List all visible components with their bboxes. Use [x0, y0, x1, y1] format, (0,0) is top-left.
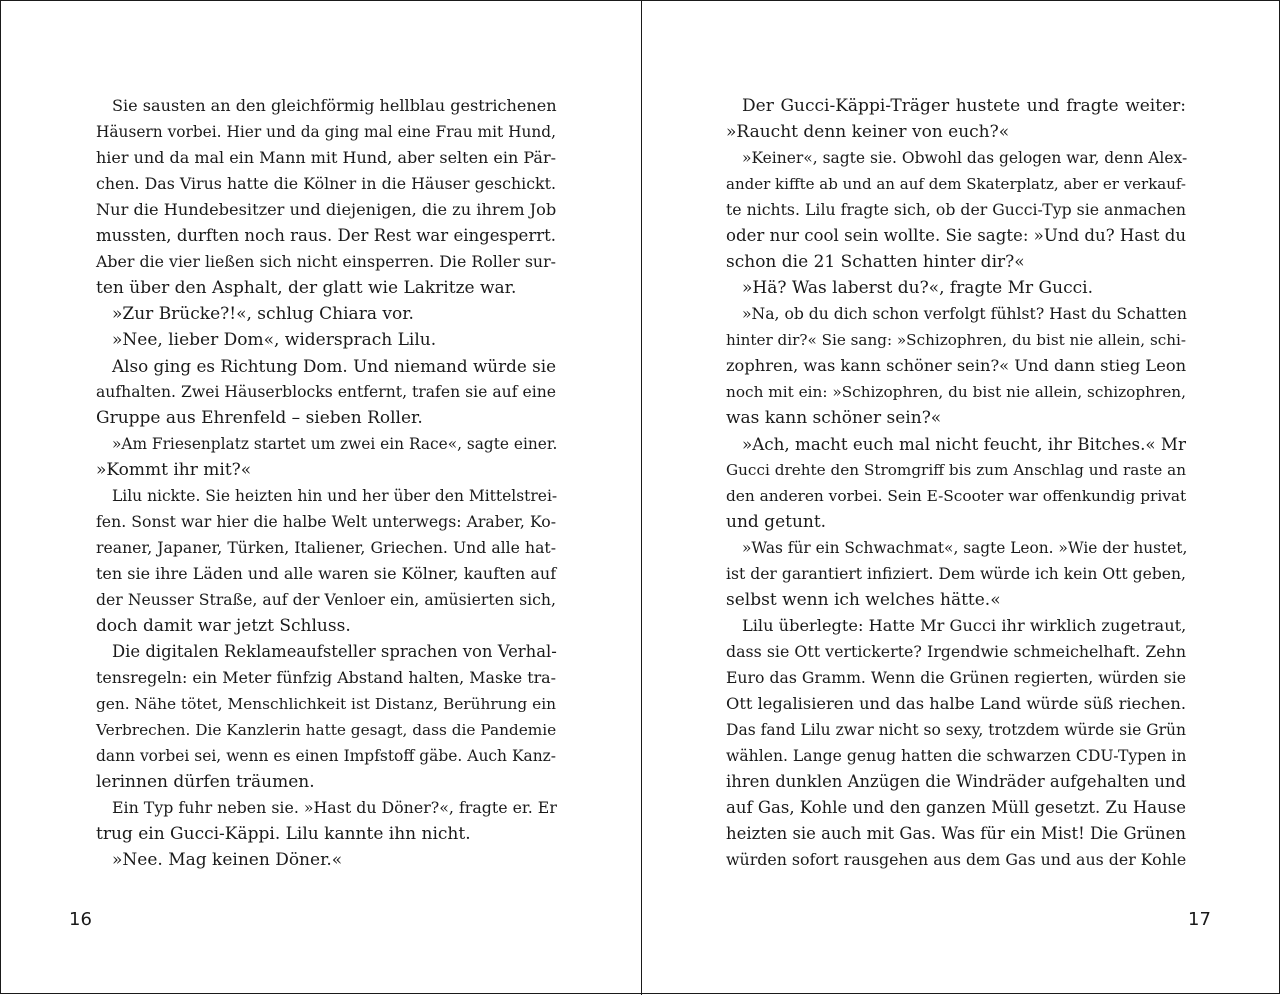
- text-line: »Zur Brücke?!«, schlug Chiara vor.: [112, 304, 414, 324]
- text-line: reaner, Japaner, Türken, Italiener, Griechen. Und alle hat-: [96, 538, 556, 557]
- text-line: »Nee. Mag keinen Döner.«: [112, 850, 343, 870]
- text-line: gen. Nähe tötet, Menschlichkeit ist Distanz, Berührung ein: [96, 695, 556, 713]
- text-line: »Raucht denn keiner von euch?«: [726, 122, 1010, 142]
- text-line: selbst wenn ich welches hätte.«: [726, 590, 1001, 610]
- text-line: heizten sie auch mit Gas. Was für ein Mist! Die Grünen: [726, 824, 1186, 843]
- text-line: »Nee, lieber Dom«, widersprach Lilu.: [112, 330, 437, 350]
- text-line: Lilu nickte. Sie heizten hin und her über den Mittelstrei-: [112, 487, 558, 505]
- text-line: Verbrechen. Die Kanzlerin hatte gesagt, dass die Pandemie: [96, 721, 557, 739]
- text-line: ten sie ihre Läden und alle waren sie Kölner, kauften auf: [96, 564, 557, 583]
- text-line: noch mit ein: »Schizophren, du bist nie allein, schizophren,: [726, 383, 1186, 401]
- right-page: [642, 1, 1280, 995]
- text-line: »Ach, macht euch mal nicht feucht, ihr Bitches.« Mr: [742, 434, 1186, 454]
- text-line: ist der garantiert infiziert. Dem würde ich kein Ott geben,: [726, 565, 1186, 583]
- text-line: fen. Sonst war hier die halbe Welt unterwegs: Araber, Ko-: [96, 512, 556, 531]
- text-line: Euro das Gramm. Wenn die Grünen regierten, würden sie: [726, 668, 1186, 687]
- text-line: Das fand Lilu zwar nicht so sexy, trotzdem würde sie Grün: [726, 721, 1186, 739]
- text-line: Also ging es Richtung Dom. Und niemand würde sie: [112, 356, 556, 376]
- text-line: te nichts. Lilu fragte sich, ob der Gucci-Typ sie anmachen: [726, 200, 1186, 219]
- text-line: »Keiner«, sagte sie. Obwohl das gelogen war, denn Alex-: [742, 149, 1188, 167]
- text-line: Aber die vier ließen sich nicht einsperren. Die Roller sur-: [96, 252, 556, 271]
- text-line: Lilu überlegte: Hatte Mr Gucci ihr wirklich zugetraut,: [742, 616, 1187, 635]
- text-line: Gruppe aus Ehrenfeld – sieben Roller.: [96, 408, 423, 428]
- text-line: und getunt.: [726, 512, 827, 532]
- text-line: auf Gas, Kohle und den ganzen Müll gesetzt. Zu Hause: [726, 798, 1186, 817]
- text-line: »Am Friesenplatz startet um zwei ein Race«, sagte einer.: [112, 435, 558, 453]
- text-line: hier und da mal ein Mann mit Hund, aber selten ein Pär-: [96, 148, 556, 167]
- text-line: dass sie Ott vertickerte? Irgendwie schmeichelhaft. Zehn: [726, 642, 1186, 661]
- text-line: wählen. Lange genug hatten die schwarzen CDU-Typen in: [726, 747, 1187, 765]
- text-line: trug ein Gucci-Käppi. Lilu kannte ihn nicht.: [96, 824, 471, 844]
- text-line: was kann schöner sein?«: [726, 408, 942, 428]
- text-line: »Was für ein Schwachmat«, sagte Leon. »Wie der hustet,: [742, 539, 1188, 557]
- text-line: würden sofort rausgehen aus dem Gas und aus der Kohle: [726, 850, 1187, 869]
- text-line: tensregeln: ein Meter fünfzig Abstand halten, Maske tra-: [96, 668, 556, 687]
- text-line: ten über den Asphalt, der glatt wie Lakritze war.: [96, 278, 517, 298]
- left-page: [1, 1, 640, 995]
- text-line: Gucci drehte den Stromgriff bis zum Anschlag und raste an: [726, 461, 1186, 479]
- right-page-number: 17: [1188, 909, 1211, 930]
- text-line: ihren dunklen Anzügen die Windräder aufgehalten und: [726, 772, 1186, 791]
- text-line: hinter dir?« Sie sang: »Schizophren, du bist nie allein, schi-: [726, 331, 1186, 349]
- text-line: mussten, durften noch raus. Der Rest war eingesperrt.: [96, 226, 556, 245]
- text-line: Der Gucci-Käppi-Träger hustete und fragte weiter:: [742, 96, 1186, 116]
- text-line: »Na, ob du dich schon verfolgt fühlst? Hast du Schatten: [742, 305, 1187, 323]
- text-line: aufhalten. Zwei Häuserblocks entfernt, trafen sie auf eine: [96, 383, 556, 401]
- text-line: der Neusser Straße, auf der Venloer ein, amüsierten sich,: [96, 590, 556, 609]
- text-line: »Kommt ihr mit?«: [96, 460, 252, 480]
- left-page-number: 16: [69, 909, 92, 930]
- text-line: Häusern vorbei. Hier und da ging mal eine Frau mit Hund,: [96, 123, 556, 141]
- text-line: chen. Das Virus hatte die Kölner in die Häuser geschickt.: [96, 174, 556, 193]
- text-line: oder nur cool sein wollte. Sie sagte: »Und du? Hast du: [726, 226, 1187, 245]
- text-line: ander kiffte ab und an auf dem Skaterplatz, aber er verkauf-: [726, 175, 1186, 193]
- text-line: Nur die Hundebesitzer und diejenigen, die zu ihrem Job: [96, 200, 557, 219]
- left-page-text: [96, 93, 556, 873]
- text-line: Ein Typ fuhr neben sie. »Hast du Döner?«, fragte er. Er: [112, 798, 557, 817]
- text-line: »Hä? Was laberst du?«, fragte Mr Gucci.: [742, 278, 1093, 298]
- text-line: Die digitalen Reklameaufsteller sprachen von Verhal-: [112, 642, 557, 661]
- text-line: schon die 21 Schatten hinter dir?«: [726, 252, 1025, 272]
- text-line: Sie sausten an den gleichförmig hellblau gestrichenen: [112, 96, 557, 115]
- right-page-text: [726, 93, 1186, 873]
- text-line: dann vorbei sei, wenn es einen Impfstoff gäbe. Auch Kanz-: [96, 747, 556, 765]
- text-line: lerinnen dürfen träumen.: [96, 772, 315, 792]
- text-line: den anderen vorbei. Sein E-Scooter war offenkundig privat: [726, 487, 1187, 505]
- text-line: zophren, was kann schöner sein?« Und dann stieg Leon: [726, 356, 1187, 375]
- text-line: Ott legalisieren und das halbe Land würde süß riechen.: [726, 694, 1186, 713]
- text-line: doch damit war jetzt Schluss.: [96, 616, 351, 636]
